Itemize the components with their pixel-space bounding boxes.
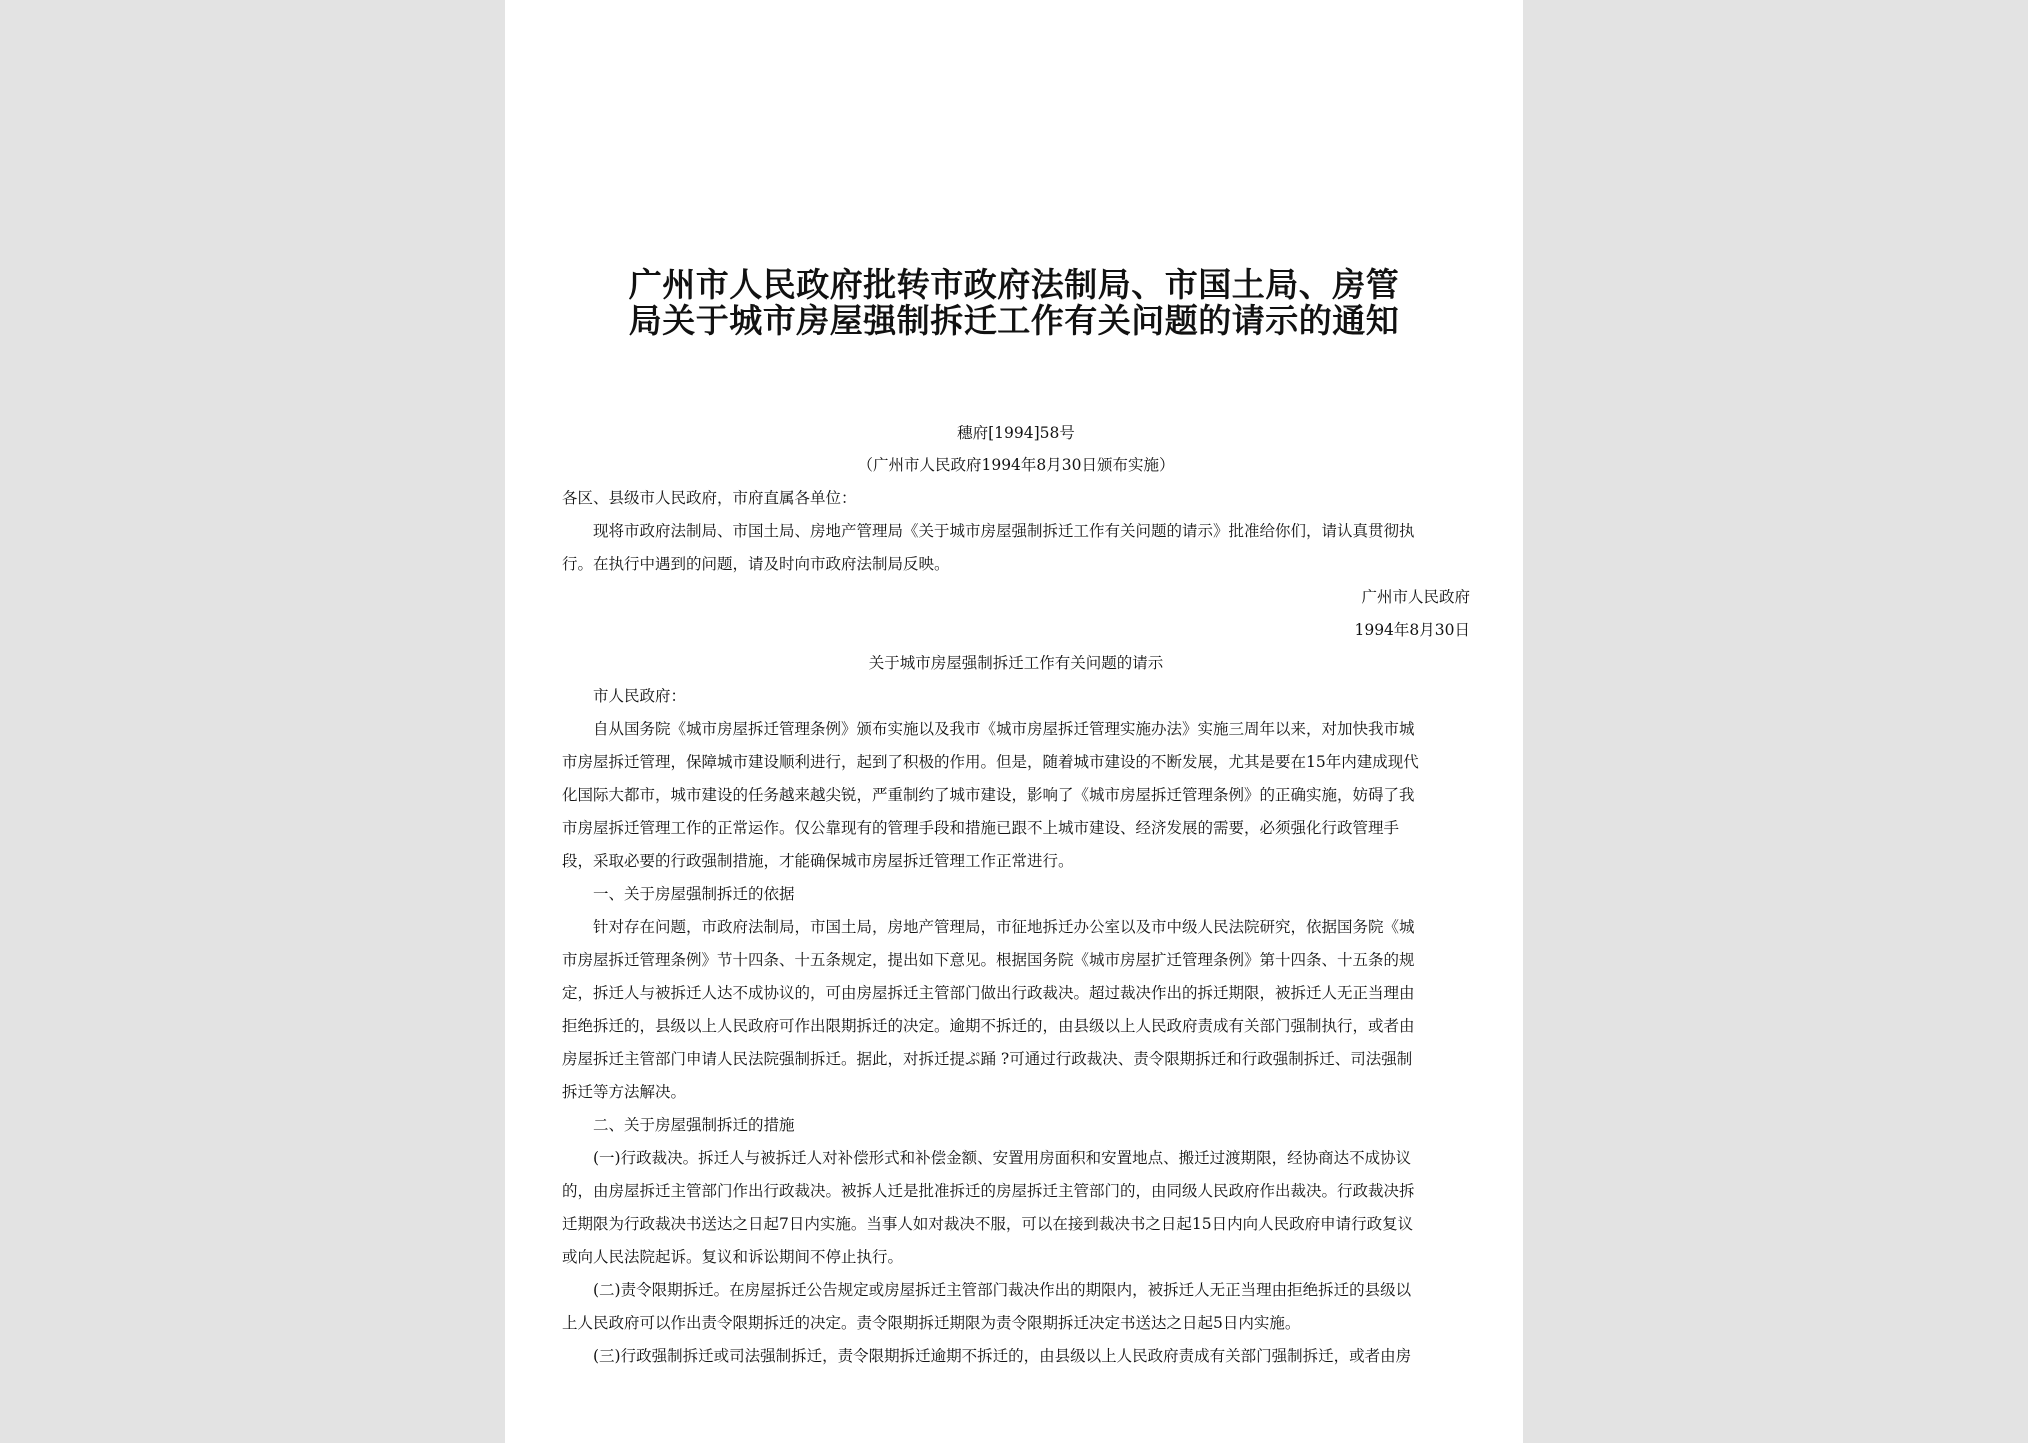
signature-date: 1994年8月30日	[1354, 621, 1470, 639]
paragraph-line: 市房屋拆迁管理条例》节十四条、十五条规定，提出如下意见。根据国务院《城市房屋扩迁管理条例》第十四条、十五条的规	[562, 951, 1415, 969]
subtitle: 关于城市房屋强制拆迁工作有关问题的请示	[868, 654, 1164, 672]
paragraph-line: 拆迁等方法解决。	[562, 1083, 687, 1101]
issue-note: （广州市人民政府1994年8月30日颁布实施）	[857, 456, 1175, 474]
salutation: 市人民政府：	[593, 687, 687, 705]
document-title-line-1: 广州市人民政府批转市政府法制局、市国土局、房管	[628, 265, 1400, 304]
document-number: 穗府[1994]58号	[957, 424, 1075, 442]
paragraph-line: (一)行政裁决。拆迁人与被拆迁人对补偿形式和补偿金额、安置用房面积和安置地点、搬迁过渡期限，经协商达不成协议	[593, 1149, 1412, 1167]
paragraph-line: 的，由房屋拆迁主管部门作出行政裁决。被拆人迁是批准拆迁的房屋拆迁主管部门的，由同级人民政府作出裁决。行政裁决拆	[562, 1182, 1415, 1200]
paragraph-line: 迁期限为行政裁决书送达之日起7日内实施。当事人如对裁决不服，可以在接到裁决书之日起15日内向人民政府申请行政复议	[562, 1215, 1414, 1233]
paragraph-line: 针对存在问题，市政府法制局，市国土局，房地产管理局，市征地拆迁办公室以及市中级人民法院研究，依据国务院《城	[593, 918, 1415, 936]
paragraph-line: 市房屋拆迁管理工作的正常运作。仅公靠现有的管理手段和措施已跟不上城市建设、经济发展的需要，必须强化行政管理手	[562, 819, 1400, 837]
section-heading: 二、关于房屋强制拆迁的措施	[593, 1116, 795, 1134]
paragraph-line: 自从国务院《城市房屋拆迁管理条例》颁布实施以及我市《城市房屋拆迁管理实施办法》实施三周年以来，对加快我市城	[593, 720, 1415, 738]
paragraph-line: (三)行政强制拆迁或司法强制拆迁，责令限期拆迁逾期不拆迁的，由县级以上人民政府责成有关部门强制拆迁，或者由房	[593, 1347, 1412, 1365]
paragraph-line: 上人民政府可以作出责令限期拆迁的决定。责令限期拆迁期限为责令限期拆迁决定书送达之日起5日内实施。	[562, 1314, 1301, 1332]
signature-org: 广州市人民政府	[1361, 588, 1470, 606]
intro-line: 现将市政府法制局、市国土局、房地产管理局《关于城市房屋强制拆迁工作有关问题的请示》批准给你们，请认真贯彻执	[593, 522, 1415, 540]
document-page	[505, 0, 1523, 1443]
paragraph-line: 段，采取必要的行政强制措施，才能确保城市房屋拆迁管理工作正常进行。	[562, 852, 1074, 870]
paragraph-line: 或向人民法院起诉。复议和诉讼期间不停止执行。	[562, 1248, 904, 1266]
document-title-line-2: 局关于城市房屋强制拆迁工作有关问题的请示的通知	[628, 301, 1400, 340]
paragraph-line: (二)责令限期拆迁。在房屋拆迁公告规定或房屋拆迁主管部门裁决作出的期限内，被拆迁人无正当理由拒绝拆迁的县级以	[593, 1281, 1412, 1299]
paragraph-line: 定，拆迁人与被拆迁人达不成协议的，可由房屋拆迁主管部门做出行政裁决。超过裁决作出的拆迁期限，被拆迁人无正当理由	[562, 984, 1415, 1002]
paragraph-line: 化国际大都市，城市建设的任务越来越尖锐，严重制约了城市建设，影响了《城市房屋拆迁管理条例》的正确实施，妨碍了我	[562, 786, 1415, 804]
paragraph-line: 拒绝拆迁的，县级以上人民政府可作出限期拆迁的决定。逾期不拆迁的，由县级以上人民政府责成有关部门强制执行，或者由	[562, 1017, 1415, 1035]
addressee: 各区、县级市人民政府，市府直属各单位：	[562, 489, 857, 507]
paragraph-line: 市房屋拆迁管理，保障城市建设顺利进行，起到了积极的作用。但是，随着城市建设的不断发展，尤其是要在15年内建成现代	[562, 753, 1419, 771]
intro-line: 行。在执行中遇到的问题，请及时向市政府法制局反映。	[562, 555, 950, 573]
paragraph-line: 房屋拆迁主管部门申请人民法院强制拆迁。据此，对拆迁提ぷ踊 ?可通过行政裁决、责令限期拆迁和行政强制拆迁、司法强制	[562, 1050, 1413, 1068]
section-heading: 一、关于房屋强制拆迁的依据	[593, 885, 795, 903]
